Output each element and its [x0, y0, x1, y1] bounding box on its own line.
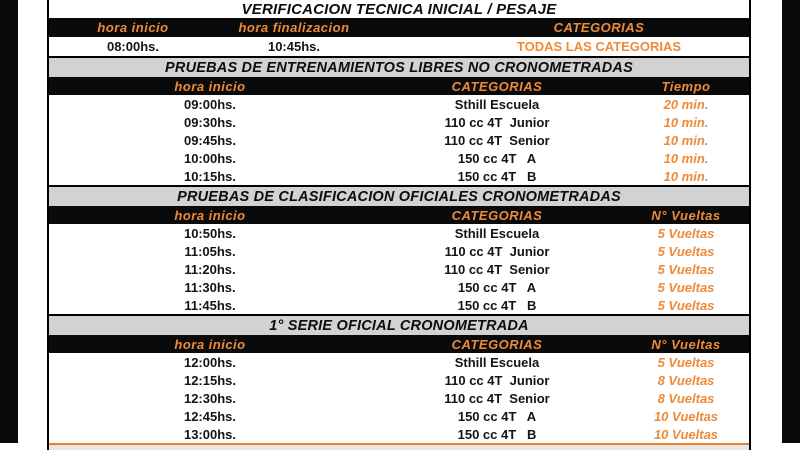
- column-header-hora-finalizacion: hora finalizacion: [238, 20, 350, 35]
- table-row: [49, 407, 749, 425]
- table-row: [49, 113, 749, 131]
- cell-hora: 10:50hs.: [183, 225, 237, 241]
- cell-categoria: Sthill Escuela: [454, 354, 540, 370]
- column-header-tiempo: Tiempo: [661, 78, 711, 94]
- cell-categoria: 150 cc 4T A: [457, 408, 537, 424]
- column-header-hora-inicio: hora inicio: [174, 336, 246, 352]
- cell-categorias: TODAS LAS CATEGORIAS: [516, 39, 682, 54]
- schedule-table: [47, 0, 751, 450]
- cell-hora: 12:15hs.: [183, 372, 237, 388]
- cell-categoria: 150 cc 4T A: [457, 279, 537, 295]
- table-row: [49, 149, 749, 167]
- table-row: [49, 425, 749, 443]
- cell-hora-finalizacion: 10:45hs.: [267, 39, 321, 54]
- column-header-vueltas: N° Vueltas: [651, 336, 721, 352]
- column-header-categorias: CATEGORIAS: [451, 78, 543, 94]
- table-row: [49, 224, 749, 242]
- column-header-row: [49, 77, 749, 95]
- cell-hora: 12:00hs.: [183, 354, 237, 370]
- next-section-strip: [49, 445, 749, 450]
- cell-vueltas: 5 Vueltas: [657, 225, 715, 241]
- cell-hora: 10:00hs.: [183, 150, 237, 166]
- cell-hora: 13:00hs.: [183, 426, 237, 442]
- cell-hora: 11:20hs.: [184, 261, 236, 277]
- section-title-clasificacion: PRUEBAS DE CLASIFICACION OFICIALES CRONOMETRADAS: [49, 185, 749, 206]
- cell-tiempo: 10 min.: [663, 168, 709, 184]
- table-row: [49, 242, 749, 260]
- table-row: [49, 37, 749, 56]
- cell-categoria: 110 cc 4T Senior: [444, 390, 550, 406]
- column-header-row: [49, 335, 749, 353]
- column-header-hora-inicio: hora inicio: [174, 78, 246, 94]
- cell-hora: 11:05hs.: [184, 243, 236, 259]
- cell-hora: 09:30hs.: [183, 114, 237, 130]
- cell-categoria: 110 cc 4T Junior: [444, 372, 550, 388]
- letterbox-right: [782, 0, 800, 443]
- cell-hora: 12:30hs.: [183, 390, 237, 406]
- cell-hora: 10:15hs.: [183, 168, 237, 184]
- section-title-serie-oficial: 1° SERIE OFICIAL CRONOMETRADA: [49, 314, 749, 335]
- column-header-row: [49, 18, 749, 37]
- column-header-categorias: CATEGORIAS: [451, 207, 543, 223]
- cell-categoria: 110 cc 4T Junior: [444, 243, 550, 259]
- cell-vueltas: 10 Vueltas: [653, 426, 719, 442]
- table-row: [49, 296, 749, 314]
- cell-categoria: Sthill Escuela: [454, 225, 540, 241]
- table-row: [49, 167, 749, 185]
- column-header-row: [49, 206, 749, 224]
- cell-tiempo: 10 min.: [663, 114, 709, 130]
- cell-vueltas: 10 Vueltas: [653, 408, 719, 424]
- cell-vueltas: 5 Vueltas: [657, 297, 715, 313]
- column-header-hora-inicio: hora inicio: [174, 207, 246, 223]
- cell-tiempo: 10 min.: [663, 150, 709, 166]
- column-header-vueltas: N° Vueltas: [651, 207, 721, 223]
- cell-vueltas: 5 Vueltas: [657, 243, 715, 259]
- cell-hora: 09:00hs.: [183, 96, 237, 112]
- table-row: [49, 389, 749, 407]
- cell-hora: 11:30hs.: [184, 279, 236, 295]
- cell-categoria: 110 cc 4T Senior: [444, 132, 550, 148]
- cell-vueltas: 8 Vueltas: [657, 390, 715, 406]
- cell-tiempo: 20 min.: [663, 96, 709, 112]
- column-header-categorias: CATEGORIAS: [553, 20, 645, 35]
- cell-vueltas: 8 Vueltas: [657, 372, 715, 388]
- cell-categoria: 150 cc 4T B: [457, 168, 537, 184]
- table-row: [49, 278, 749, 296]
- cell-vueltas: 5 Vueltas: [657, 354, 715, 370]
- column-header-hora-inicio: hora inicio: [97, 20, 169, 35]
- cell-categoria: Sthill Escuela: [454, 96, 540, 112]
- table-row: [49, 371, 749, 389]
- cell-hora: 12:45hs.: [183, 408, 237, 424]
- section-title-verificacion: VERIFICACION TECNICA INICIAL / PESAJE: [241, 0, 557, 18]
- cell-hora: 09:45hs.: [183, 132, 237, 148]
- cell-tiempo: 10 min.: [663, 132, 709, 148]
- cell-vueltas: 5 Vueltas: [657, 279, 715, 295]
- cell-categoria: 110 cc 4T Junior: [444, 114, 550, 130]
- letterbox-left: [0, 0, 18, 443]
- cell-hora-inicio: 08:00hs.: [106, 39, 160, 54]
- table-row: [49, 95, 749, 113]
- cell-categoria: 110 cc 4T Senior: [444, 261, 550, 277]
- cell-categoria: 150 cc 4T A: [457, 150, 537, 166]
- table-row: [49, 260, 749, 278]
- cell-categoria: 150 cc 4T B: [457, 297, 537, 313]
- table-row: [49, 131, 749, 149]
- cell-hora: 11:45hs.: [184, 297, 236, 313]
- table-row: [49, 353, 749, 371]
- cell-categoria: 150 cc 4T B: [457, 426, 537, 442]
- section-title-entrenamientos: PRUEBAS DE ENTRENAMIENTOS LIBRES NO CRONOMETRADAS: [49, 56, 749, 77]
- column-header-categorias: CATEGORIAS: [451, 336, 543, 352]
- cell-vueltas: 5 Vueltas: [657, 261, 715, 277]
